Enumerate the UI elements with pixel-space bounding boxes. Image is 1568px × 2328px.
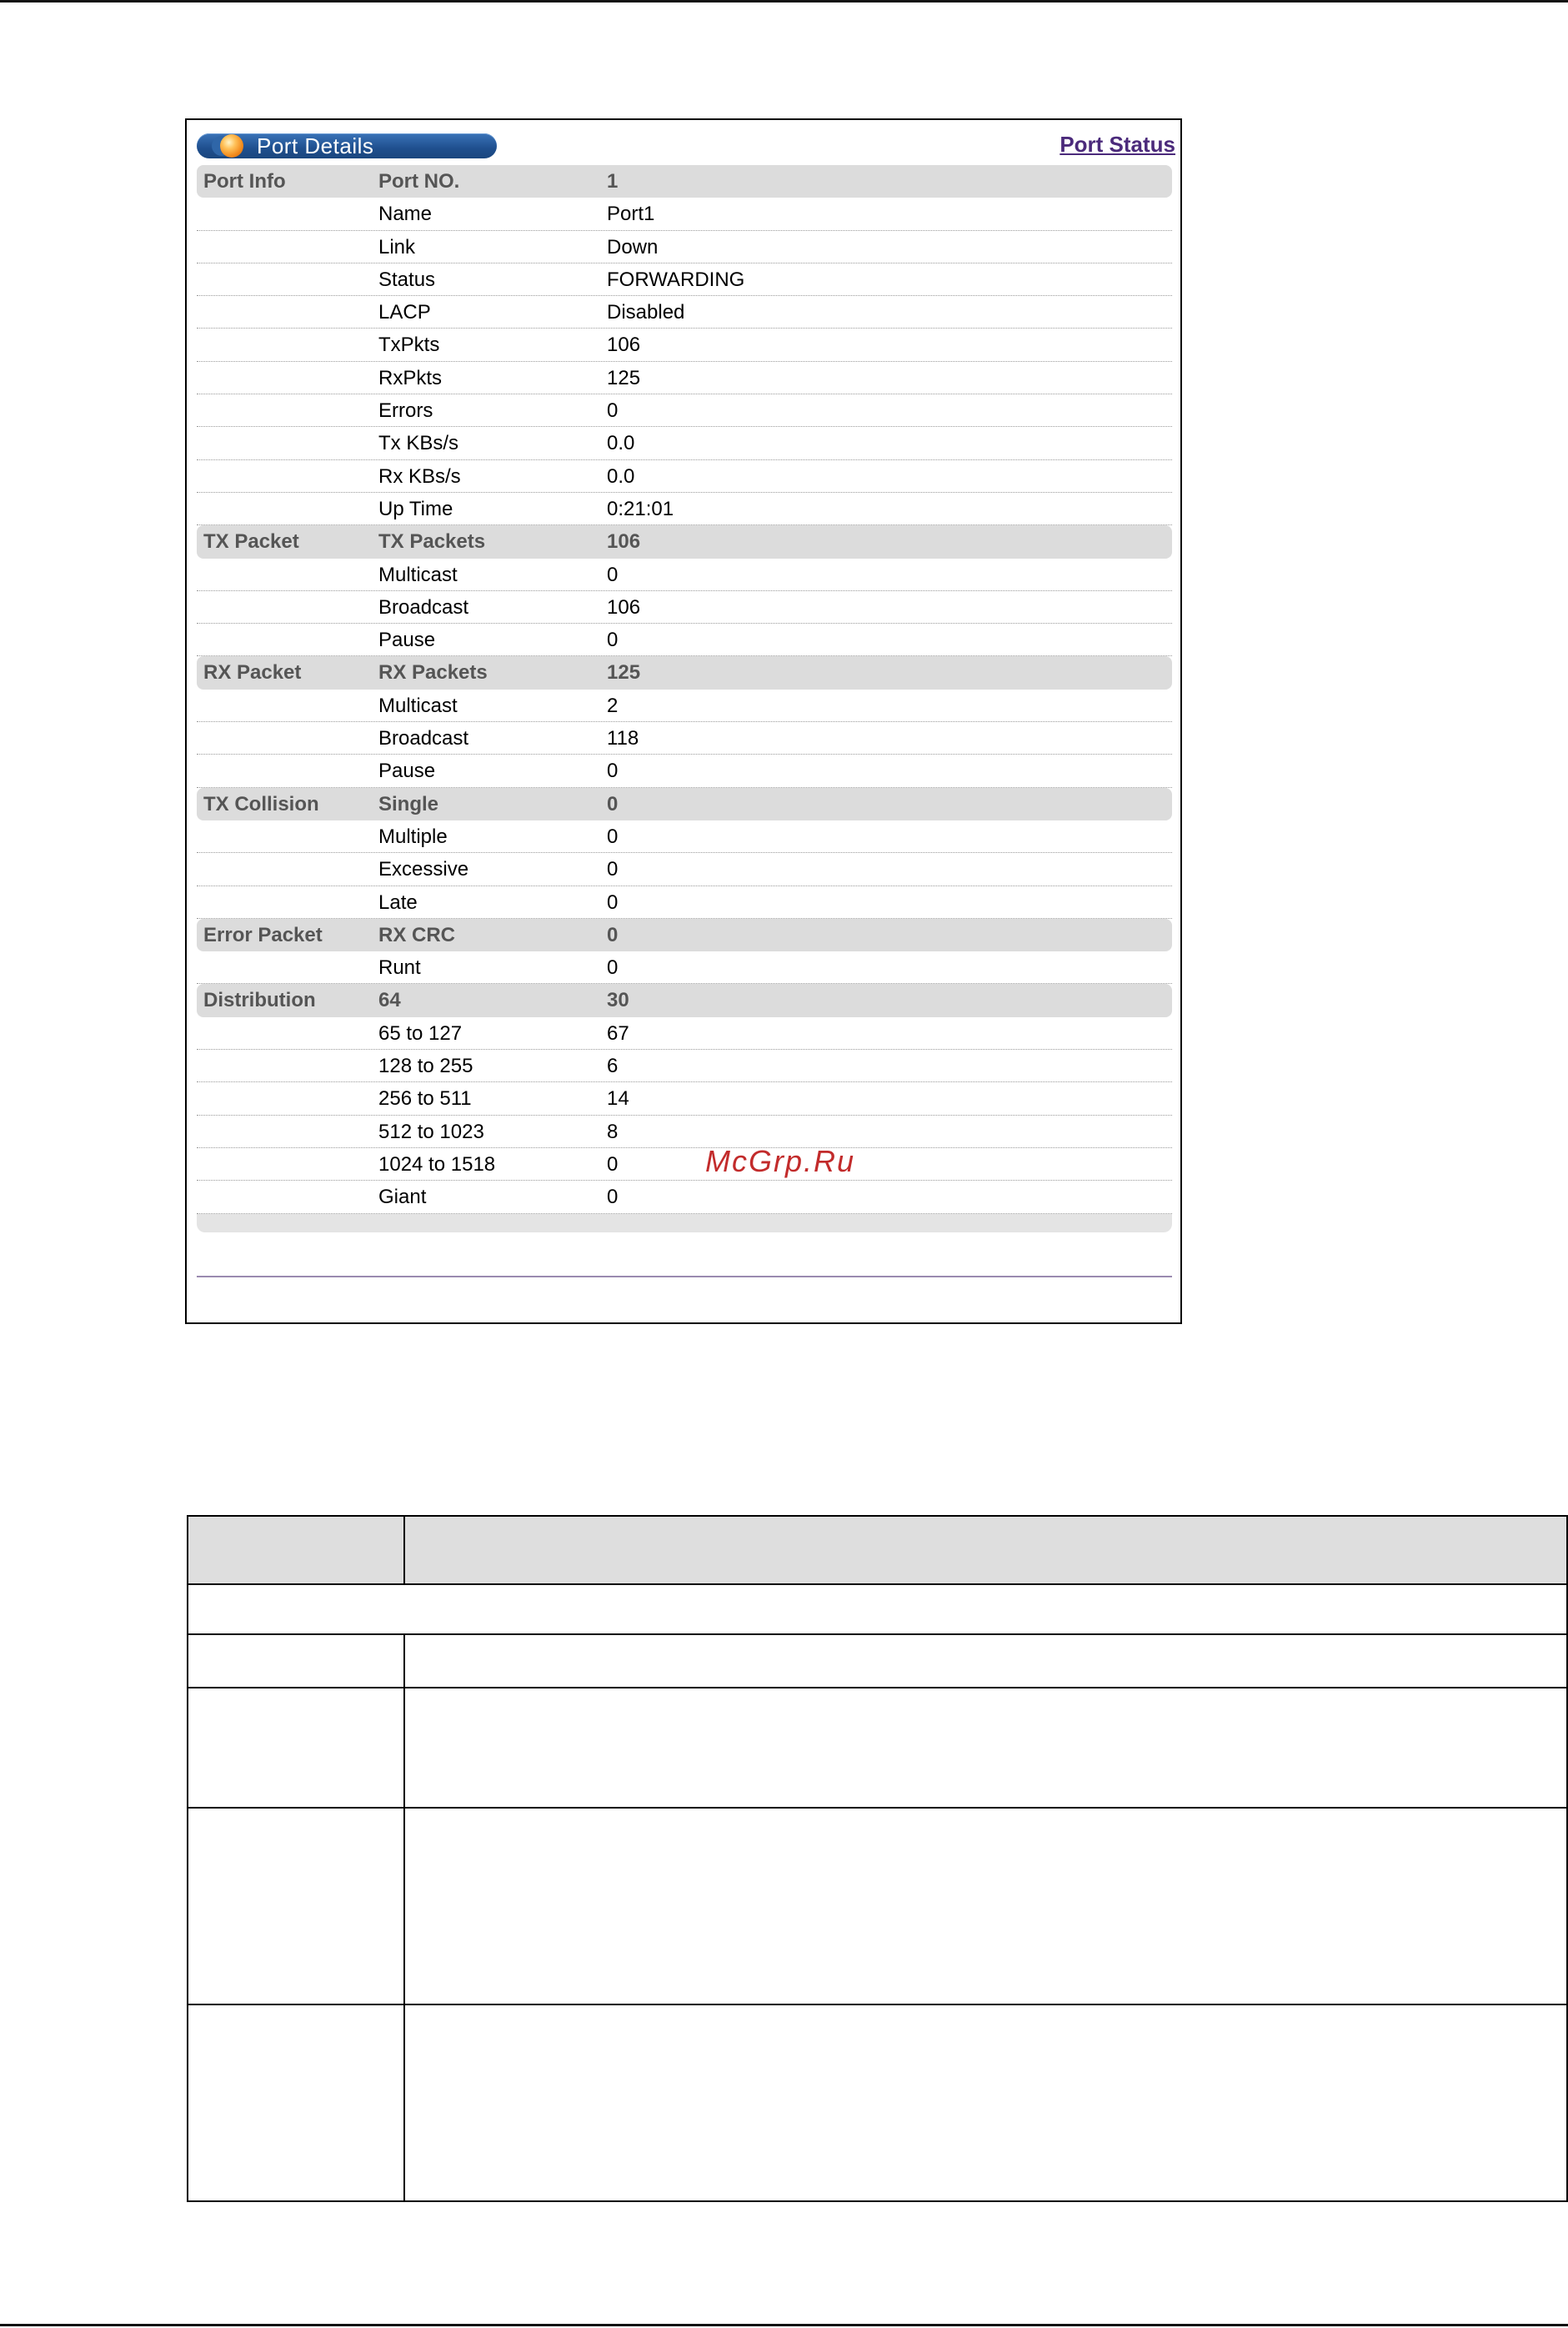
table-row <box>197 624 1172 656</box>
field-value: 0 <box>607 1186 619 1209</box>
field-label: 256 to 511 <box>378 1087 472 1111</box>
table-row <box>197 263 1172 296</box>
table-row <box>197 820 1172 853</box>
page-bottom-rule <box>0 2324 1568 2326</box>
field-value: 2 <box>607 694 619 717</box>
section-header-row <box>197 984 1172 1016</box>
table-row <box>197 460 1172 493</box>
field-value: 8 <box>607 1120 619 1143</box>
table-row <box>197 493 1172 525</box>
field-value: 0 <box>607 858 619 881</box>
field-value: 0 <box>607 1152 619 1176</box>
table-row <box>188 1808 1567 2004</box>
field-value: Port1 <box>607 203 655 226</box>
title-bar <box>197 133 497 158</box>
table-cell <box>404 1688 1567 1808</box>
field-description-table <box>187 1515 1568 2202</box>
table-row <box>188 1584 1567 1634</box>
field-label: Tx KBs/s <box>378 432 459 455</box>
field-label: Pause <box>378 760 436 783</box>
field-value: 0 <box>607 792 619 815</box>
page-top-rule <box>0 0 1568 3</box>
table-cell <box>188 2004 404 2201</box>
table-cell <box>188 1808 404 2004</box>
field-value: 106 <box>607 595 641 619</box>
table-row <box>197 394 1172 427</box>
port-details-screenshot <box>185 118 1182 1324</box>
section-header-row <box>197 656 1172 689</box>
table-row <box>188 2004 1567 2201</box>
field-value: 0 <box>607 956 619 980</box>
table-cell <box>188 1634 404 1688</box>
section-header-row <box>197 919 1172 951</box>
field-label: Rx KBs/s <box>378 464 461 488</box>
table-row <box>197 231 1172 263</box>
field-label: Link <box>378 235 416 258</box>
port-status-link[interactable]: Port Status <box>1060 132 1175 157</box>
table-header-row <box>188 1516 1567 1584</box>
field-value: 0 <box>607 891 619 914</box>
field-value: 67 <box>607 1021 629 1045</box>
field-value: 0.0 <box>607 464 635 488</box>
field-label: Single <box>378 792 439 815</box>
field-value: 14 <box>607 1087 629 1111</box>
table-row <box>197 198 1172 230</box>
table-row <box>197 1148 1172 1181</box>
field-label: Excessive <box>378 858 469 881</box>
field-label: 1024 to 1518 <box>378 1152 496 1176</box>
table-row <box>197 1050 1172 1082</box>
field-value: 0.0 <box>607 432 635 455</box>
field-value: Down <box>607 235 659 258</box>
field-label: 128 to 255 <box>378 1055 473 1078</box>
section-header-row <box>197 788 1172 820</box>
field-label: Errors <box>378 399 433 423</box>
table-row <box>197 1082 1172 1115</box>
watermark-text: McGrp.Ru <box>705 1144 856 1178</box>
field-value: 0 <box>607 629 619 652</box>
table-row <box>197 951 1172 984</box>
table-row <box>197 296 1172 329</box>
field-label: RX Packets <box>378 661 488 685</box>
field-value: 118 <box>607 727 639 750</box>
field-label: Pause <box>378 629 436 652</box>
page-title: Port Details <box>257 133 374 158</box>
table-cell <box>404 2004 1567 2201</box>
section-label: TX Packet <box>203 530 299 554</box>
field-value: 0:21:01 <box>607 497 674 520</box>
header-cell-description <box>404 1516 1567 1584</box>
field-label: Broadcast <box>378 595 469 619</box>
field-label: Up Time <box>378 497 453 520</box>
table-row <box>197 559 1172 591</box>
field-value: 0 <box>607 563 619 586</box>
field-value: 30 <box>607 989 629 1012</box>
section-label: TX Collision <box>203 792 319 815</box>
field-label: 512 to 1023 <box>378 1120 484 1143</box>
table-row <box>197 690 1172 722</box>
section-label: Distribution <box>203 989 316 1012</box>
field-value: 1 <box>607 170 619 193</box>
field-value: 0 <box>607 399 619 423</box>
field-label: TxPkts <box>378 334 440 357</box>
table-row <box>197 1116 1172 1148</box>
field-value: 0 <box>607 923 619 946</box>
field-label: Giant <box>378 1186 427 1209</box>
field-label: Broadcast <box>378 727 469 750</box>
table-row <box>188 1688 1567 1808</box>
field-label: Multicast <box>378 563 458 586</box>
section-label: Error Packet <box>203 923 323 946</box>
table-row <box>197 853 1172 886</box>
field-value: 125 <box>607 661 641 685</box>
field-label: Runt <box>378 956 421 980</box>
field-value: 106 <box>607 334 641 357</box>
table-row <box>197 362 1172 394</box>
port-statistics-table <box>197 165 1172 1232</box>
table-row <box>197 722 1172 755</box>
field-label: RxPkts <box>378 366 443 389</box>
table-cell <box>404 1808 1567 2004</box>
table-row <box>197 886 1172 919</box>
orb-icon <box>220 134 243 158</box>
field-value: Disabled <box>607 301 685 324</box>
table-row <box>197 1181 1172 1213</box>
section-label: RX Packet <box>203 661 302 685</box>
table-cell <box>188 1688 404 1808</box>
section-header-row <box>197 525 1172 558</box>
field-label: LACP <box>378 301 431 324</box>
table-row <box>197 1017 1172 1050</box>
field-value: FORWARDING <box>607 268 745 291</box>
field-label: 64 <box>378 989 401 1012</box>
table-row <box>197 427 1172 459</box>
table-row <box>197 329 1172 361</box>
table-row <box>188 1634 1567 1688</box>
field-label: 65 to 127 <box>378 1021 463 1045</box>
table-footer <box>197 1214 1172 1232</box>
table-row <box>197 591 1172 624</box>
footer-divider <box>197 1276 1172 1277</box>
field-value: 106 <box>607 530 641 554</box>
section-label: Port Info <box>203 170 286 193</box>
table-row <box>197 755 1172 787</box>
field-value: 0 <box>607 760 619 783</box>
field-label: RX CRC <box>378 923 456 946</box>
field-value: 125 <box>607 366 641 389</box>
header-cell-label <box>188 1516 404 1584</box>
field-label: Multiple <box>378 825 448 848</box>
table-cell <box>188 1584 1567 1634</box>
field-value: 0 <box>607 825 619 848</box>
field-label: Port NO. <box>378 170 460 193</box>
field-value: 6 <box>607 1055 619 1078</box>
field-label: Multicast <box>378 694 458 717</box>
field-label: Name <box>378 203 433 226</box>
section-header-row <box>197 165 1172 198</box>
table-cell <box>404 1634 1567 1688</box>
field-label: TX Packets <box>378 530 486 554</box>
field-label: Late <box>378 891 418 914</box>
field-label: Status <box>378 268 436 291</box>
